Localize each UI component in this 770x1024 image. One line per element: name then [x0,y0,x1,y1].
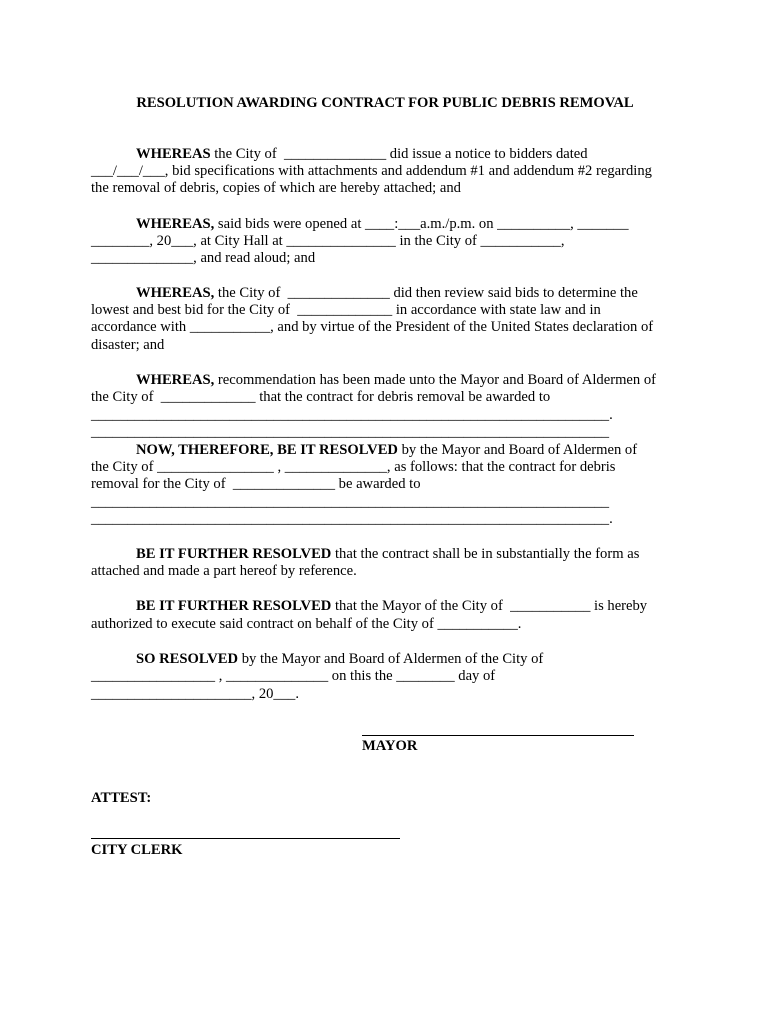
further-resolved-1-line-2: attached and made a part hereof by reference. [91,563,357,579]
attest-label: ATTEST: [91,790,152,806]
so-resolved-line-3: ______________________, 20___. [91,686,299,702]
mayor-signature-line [362,735,634,736]
resolved-paragraph-line-1: NOW, THEREFORE, BE IT RESOLVED by the Mayor and Board of Aldermen of [136,442,638,458]
whereas-paragraph-3-line-1: WHEREAS, the City of ______________ did then review said bids to determine the [136,285,638,301]
so-resolved-line-2: _________________ , ______________ on this the ________ day of [91,668,496,684]
whereas-lead: WHEREAS, [136,216,215,232]
further-resolved-2-line-1: BE IT FURTHER RESOLVED that the Mayor of the City of ___________ is hereby [136,598,648,614]
whereas-paragraph-4-line-2: the City of _____________ that the contract for debris removal be awarded to [91,389,551,405]
further-resolved-2-line-2: authorized to execute said contract on behalf of the City of ___________. [91,616,522,632]
whereas-paragraph-4-line-4: _______________________________________________________________________ [91,424,610,440]
whereas-paragraph-1-line-3: the removal of debris, copies of which are hereby attached; and [91,180,461,196]
resolved-paragraph-line-3: removal for the City of ______________ be awarded to [91,476,421,492]
whereas-paragraph-4-line-1: WHEREAS, recommendation has been made unto the Mayor and Board of Aldermen of [136,372,656,388]
whereas-lead: WHEREAS [136,146,211,162]
resolved-paragraph-line-2: the City of ________________ , ______________, as follows: that the contract for debris [91,459,616,475]
so-resolved-line-1: SO RESOLVED by the Mayor and Board of Aldermen of the City of [136,651,544,667]
whereas-paragraph-2-line-3: ______________, and read aloud; and [91,250,316,266]
resolved-paragraph-line-5: _______________________________________________________________________. [91,511,613,527]
further-resolved-lead: BE IT FURTHER RESOLVED [136,546,332,562]
whereas-lead: WHEREAS, [136,372,215,388]
document-title: RESOLUTION AWARDING CONTRACT FOR PUBLIC DEBRIS REMOVAL [136,95,634,111]
whereas-paragraph-1-line-2: ___/___/___, bid specifications with attachments and addendum #1 and addendum #2 regarding [91,163,652,179]
resolved-lead: NOW, THEREFORE, BE IT RESOLVED [136,442,398,458]
whereas-paragraph-2-line-1: WHEREAS, said bids were opened at ____:___a.m./p.m. on __________, _______ [136,216,629,232]
city-clerk-signature-line [91,838,400,839]
whereas-paragraph-3-line-4: disaster; and [91,337,165,353]
whereas-paragraph-2-line-2: ________, 20___, at City Hall at _______________ in the City of ___________, [91,233,565,249]
whereas-paragraph-1-line-1: WHEREAS the City of ______________ did issue a notice to bidders dated [136,146,588,162]
whereas-paragraph-3-line-2: lowest and best bid for the City of _____________ in accordance with state law and in [91,302,601,318]
whereas-paragraph-4-line-3: _______________________________________________________________________. [91,407,613,423]
further-resolved-lead: BE IT FURTHER RESOLVED [136,598,332,614]
whereas-paragraph-3-line-3: accordance with ___________, and by virtue of the President of the United States declaration of [91,319,654,335]
so-resolved-lead: SO RESOLVED [136,651,239,667]
city-clerk-label: CITY CLERK [91,842,183,858]
resolved-paragraph-line-4: _______________________________________________________________________ [91,494,610,510]
further-resolved-1-line-1: BE IT FURTHER RESOLVED that the contract shall be in substantially the form as [136,546,640,562]
whereas-lead: WHEREAS, [136,285,215,301]
mayor-label: MAYOR [362,738,418,754]
